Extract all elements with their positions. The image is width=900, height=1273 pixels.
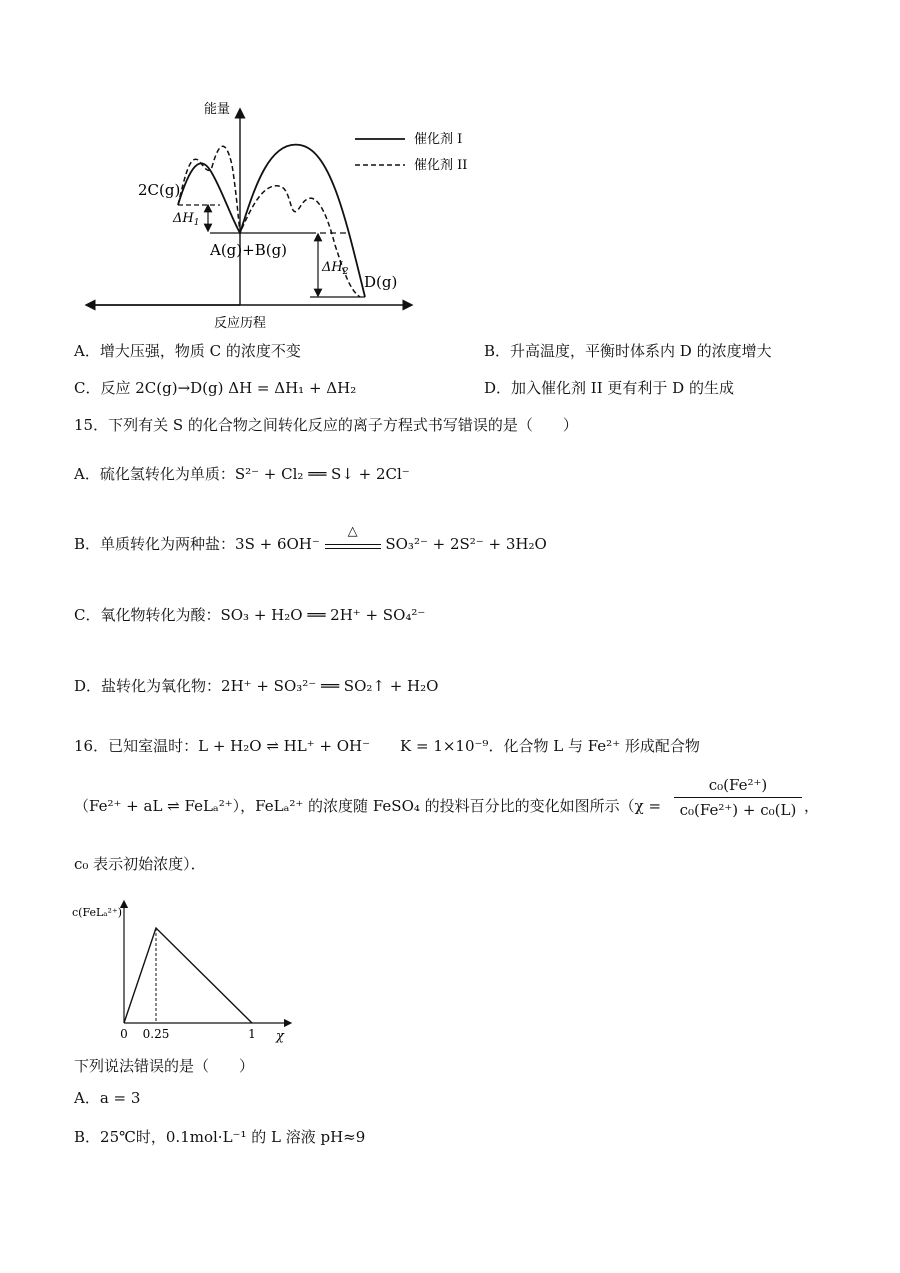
- q14-option-b: B．升高温度，平衡时体系内 D 的浓度增大: [484, 342, 772, 360]
- q16-line-2: （Fe²⁺ + aL ⇌ FeLₐ²⁺），FeLₐ²⁺ 的浓度随 FeSO₄ 的投料百分比的变化如图所示（χ =: [74, 797, 662, 815]
- legend-catalyst-2: 催化剂 II: [414, 158, 468, 173]
- q16-option-b: B．25℃时，0.1mol·L⁻¹ 的 L 溶液 pH≈9: [74, 1128, 366, 1146]
- q15-option-c: C．氧化物转化为酸：SO₃ + H₂O ══ 2H⁺ + SO₄²⁻: [74, 606, 426, 624]
- fraction-denominator: c₀(Fe²⁺) + c₀(L): [679, 801, 797, 819]
- q15-option-b-products: SO₃²⁻ + 2S²⁻ + 3H₂O: [385, 535, 547, 553]
- heat-condition: △: [325, 538, 381, 549]
- chi-fraction: [668, 776, 808, 819]
- label-ab: A(g)+B(g): [210, 241, 288, 259]
- label-d: D(g): [364, 273, 398, 291]
- q16-chart: [72, 900, 312, 1045]
- q15-option-b-text: B．单质转化为两种盐：3S + 6OH⁻: [74, 535, 320, 553]
- x-tick-label: 0: [120, 1027, 128, 1041]
- q16-line-3: c₀ 表示初始浓度）．: [74, 855, 206, 873]
- fraction-numerator: c₀(Fe²⁺): [674, 776, 802, 798]
- reaction-path-label: 反应历程: [213, 316, 267, 331]
- q14-option-c: C．反应 2C(g)→D(g) ΔH = ΔH₁ + ΔH₂: [74, 379, 357, 397]
- chart-x-label: χ: [276, 1029, 284, 1044]
- fraction-comma: ，: [804, 797, 820, 815]
- q14-option-d: D．加入催化剂 II 更有利于 D 的生成: [484, 379, 734, 397]
- chart-y-label: c(FeLₐ²⁺): [72, 906, 123, 919]
- q15-option-d: D．盐转化为氧化物：2H⁺ + SO₃²⁻ ══ SO₂↑ + H₂O: [74, 677, 439, 695]
- label-dh2: $\Delta H_2$: [322, 260, 349, 277]
- q15-option-a: A．硫化氢转化为单质：S²⁻ + Cl₂ ══ S↓ + 2Cl⁻: [74, 465, 410, 483]
- x-tick-label: 0.25: [142, 1027, 170, 1041]
- energy-axis-label: 能量: [203, 102, 230, 117]
- legend-catalyst-1: 催化剂 I: [414, 132, 463, 147]
- x-tick-label: 1: [248, 1027, 256, 1041]
- label-dh1: $\Delta H_1$: [173, 211, 200, 228]
- q16-question: 下列说法错误的是（ ）: [74, 1057, 255, 1075]
- label-2c: 2C(g): [138, 181, 181, 199]
- q16-option-a: A．a = 3: [74, 1089, 141, 1107]
- series-line: [124, 928, 252, 1023]
- energy-diagram: [60, 95, 500, 335]
- q14-option-a: A．增大压强，物质 C 的浓度不变: [74, 342, 301, 360]
- q16-line-1: 16．已知室温时：L + H₂O ⇌ HL⁺ + OH⁻ K = 1×10⁻⁹．化合物 L 与 Fe²⁺ 形成配合物: [74, 737, 700, 755]
- q15-option-b: [74, 524, 547, 554]
- q15-stem: 15．下列有关 S 的化合物之间转化反应的离子方程式书写错误的是（ ）: [74, 416, 578, 434]
